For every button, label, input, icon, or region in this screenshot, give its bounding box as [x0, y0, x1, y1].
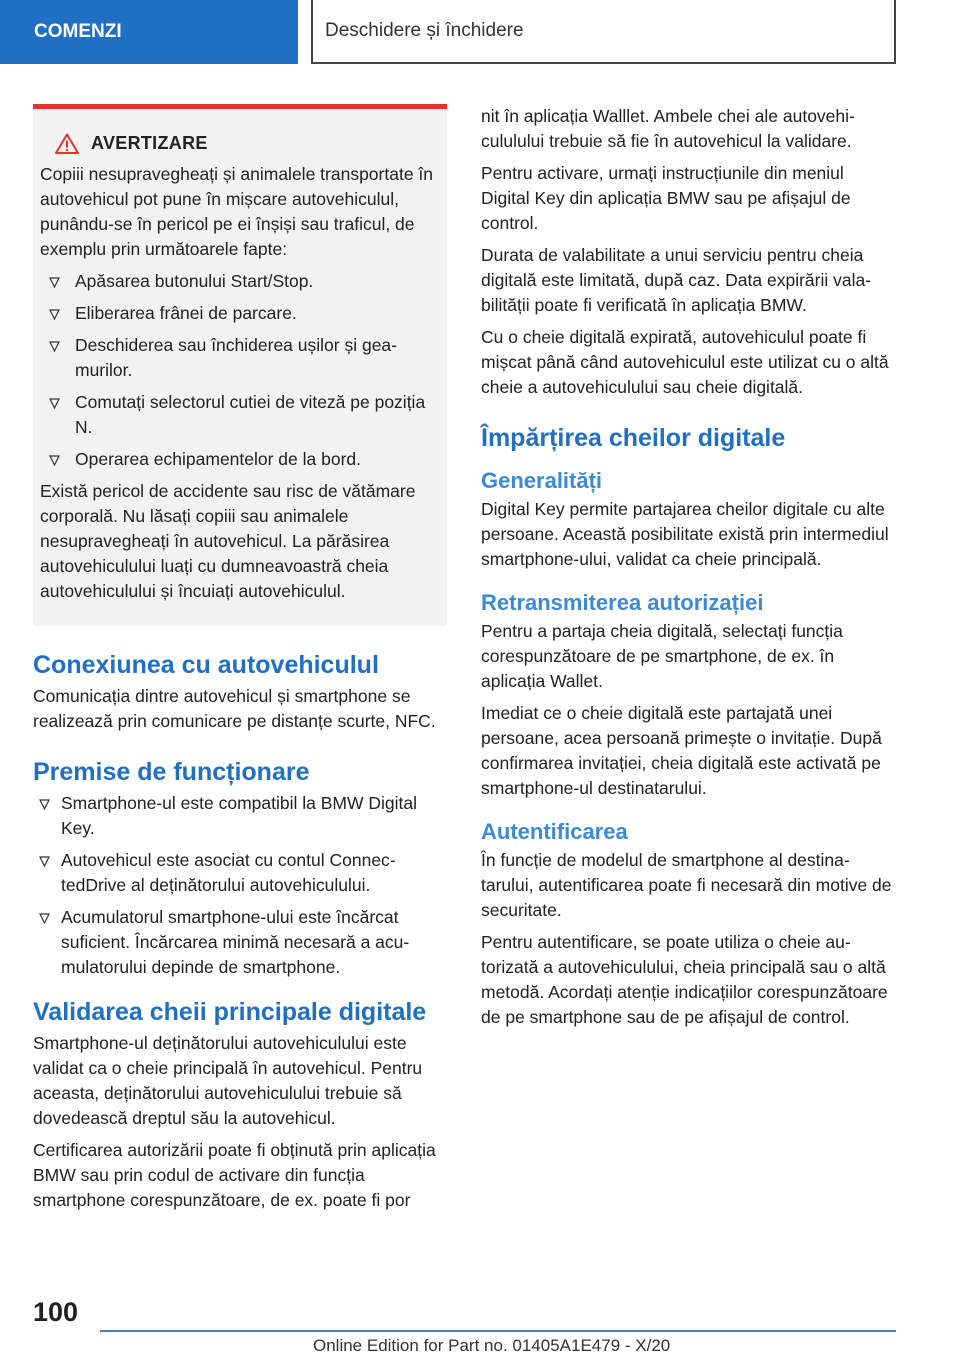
warning-title: AVERTIZARE — [91, 133, 208, 153]
section-title-conexiunea: Conexiunea cu autovehiculul — [33, 651, 379, 679]
right-column — [481, 104, 896, 1037]
subsection-title-autentificare: Autentificarea — [481, 819, 628, 844]
list-item: Operarea echipamentelor de la bord. — [40, 447, 439, 472]
header-subsection-label: Deschidere și închidere — [325, 20, 524, 41]
validarea-text-2: Certificarea autorizării poate fi obținută prin aplicația BMW sau prin codul de activare din funcția smartphone corespunzătoare, de ex. poate fi por — [33, 1140, 436, 1210]
list-item: Smartphone-ul este compatibil la BMW Digital Key. — [33, 791, 447, 841]
section-title-premise: Premise de funcționare — [33, 758, 310, 786]
validarea-text-1: Smartphone-ul deținătorului autovehiculului este validat ca o cheie principală în autovehicul. Pentru aceasta, deținătorului autovehiculului trebuie să dovedească dreptul său la autovehicul. — [33, 1033, 423, 1128]
triangle-bullet-icon — [39, 856, 50, 867]
general-text: Digital Key permite partajarea cheilor digitale cu alte persoane. Această posibilitate există prin intermediul smartphone-ului, validat ca cheie principală. — [481, 499, 889, 569]
right-text-2: Pentru activare, urmați instrucțiunile din meniul Digital Key din aplicația BMW sau pe afișajul de control. — [481, 163, 851, 233]
list-item: Acumulatorul smartphone-ului este încărcat suficient. Încărcarea minimă necesară a acumulatorului depinde de smartphone. — [33, 905, 447, 980]
triangle-bullet-icon — [39, 799, 50, 810]
section-title-validarea: Validarea cheii principale digitale — [33, 998, 427, 1026]
right-text-1: nit în aplicația Walllet. Ambele chei ale autovehicululului trebuie să fie în autovehicul la validare. — [481, 106, 855, 151]
left-column — [33, 104, 447, 1220]
conexiunea-text: Comunicația dintre autovehicul și smartphone se realizează prin comunicare pe distanțe scurte, NFC. — [33, 686, 436, 731]
retransmitere-text-2: Imediat ce o cheie digitală este partajată unei persoane, acea persoană primește o invitație. După confirmarea invitației, cheia digitală este activată pe smartphone-ul destinatarului. — [481, 703, 882, 798]
right-text-3: Durata de valabilitate a unui serviciu pentru cheia digitală este limitată, după caz. Data expirării valabilității poate fi verificată în aplicația BMW. — [481, 245, 872, 315]
section-title-sharing: Împărțirea cheilor digitale — [481, 424, 786, 452]
header-section — [0, 0, 298, 64]
warning-header — [55, 131, 439, 156]
triangle-bullet-icon — [49, 341, 60, 352]
triangle-bullet-icon — [39, 913, 50, 924]
footer-divider — [100, 1330, 896, 1332]
autentificare-text-2: Pentru autentificare, se poate utiliza o cheie autorizată a autovehiculului, cheia principală sau o altă metodă. Acordați atenție indicațiilor corespunzătoare de pe smartphone sau de pe afișajul de control. — [481, 932, 888, 1027]
warning-triangle-icon — [55, 133, 79, 154]
subsection-title-retransmitere: Retransmiterea autorizației — [481, 590, 764, 615]
triangle-bullet-icon — [49, 277, 60, 288]
header-section-label: COMENZI — [34, 21, 122, 42]
footer-edition: Online Edition for Part no. 01405A1E479 - X/20 — [313, 1336, 671, 1355]
list-item: Autovehicul este asociat cu contul ConnectedDrive al deținătorului autovehiculului. — [33, 848, 447, 898]
list-item: Apăsarea butonului Start/Stop. — [40, 269, 439, 294]
autentificare-text-1: În funcție de modelul de smartphone al destinatarului, autentificarea poate fi necesară din motive de securitate. — [481, 850, 892, 920]
triangle-bullet-icon — [49, 455, 60, 466]
header-subsection — [311, 0, 896, 64]
warning-text: Copiii nesupravegheați și animalele transportate în autovehicul pot pune în mișcare autovehiculul, punându-se în pericol pe ei înșiși sau traficul, de exemplu prin următoarele fapte: — [40, 164, 434, 259]
warning-text-2: Există pericol de accidente sau risc de vătămare corporală. Nu lăsați copiii sau animalele nesupravegheați în autovehicul. La părăsirea autovehiculului luați cu dumneavoastră cheia autovehiculului și încuiați autovehiculul. — [40, 481, 416, 601]
page-number: 100 — [33, 1297, 79, 1327]
triangle-bullet-icon — [49, 309, 60, 320]
subsection-title-general: Generalități — [481, 468, 603, 493]
triangle-bullet-icon — [49, 398, 60, 409]
right-text-4: Cu o cheie digitală expirată, autovehiculul poate fi mișcat până când autovehiculul este utilizat cu o altă cheie a autovehiculului sau cheie digitală. — [481, 327, 889, 397]
list-item: Comutați selectorul cutiei de viteză pe poziția N. — [40, 390, 439, 440]
warning-list — [40, 269, 439, 472]
warning-box — [33, 104, 447, 626]
list-item: Eliberarea frânei de parcare. — [40, 301, 439, 326]
premise-list — [33, 791, 447, 980]
retransmitere-text-1: Pentru a partaja cheia digitală, selectați funcția corespunzătoare de pe smartphone, de ex. în aplicația Wallet. — [481, 621, 843, 691]
list-item: Deschiderea sau închiderea ușilor și geamurilor. — [40, 333, 439, 383]
